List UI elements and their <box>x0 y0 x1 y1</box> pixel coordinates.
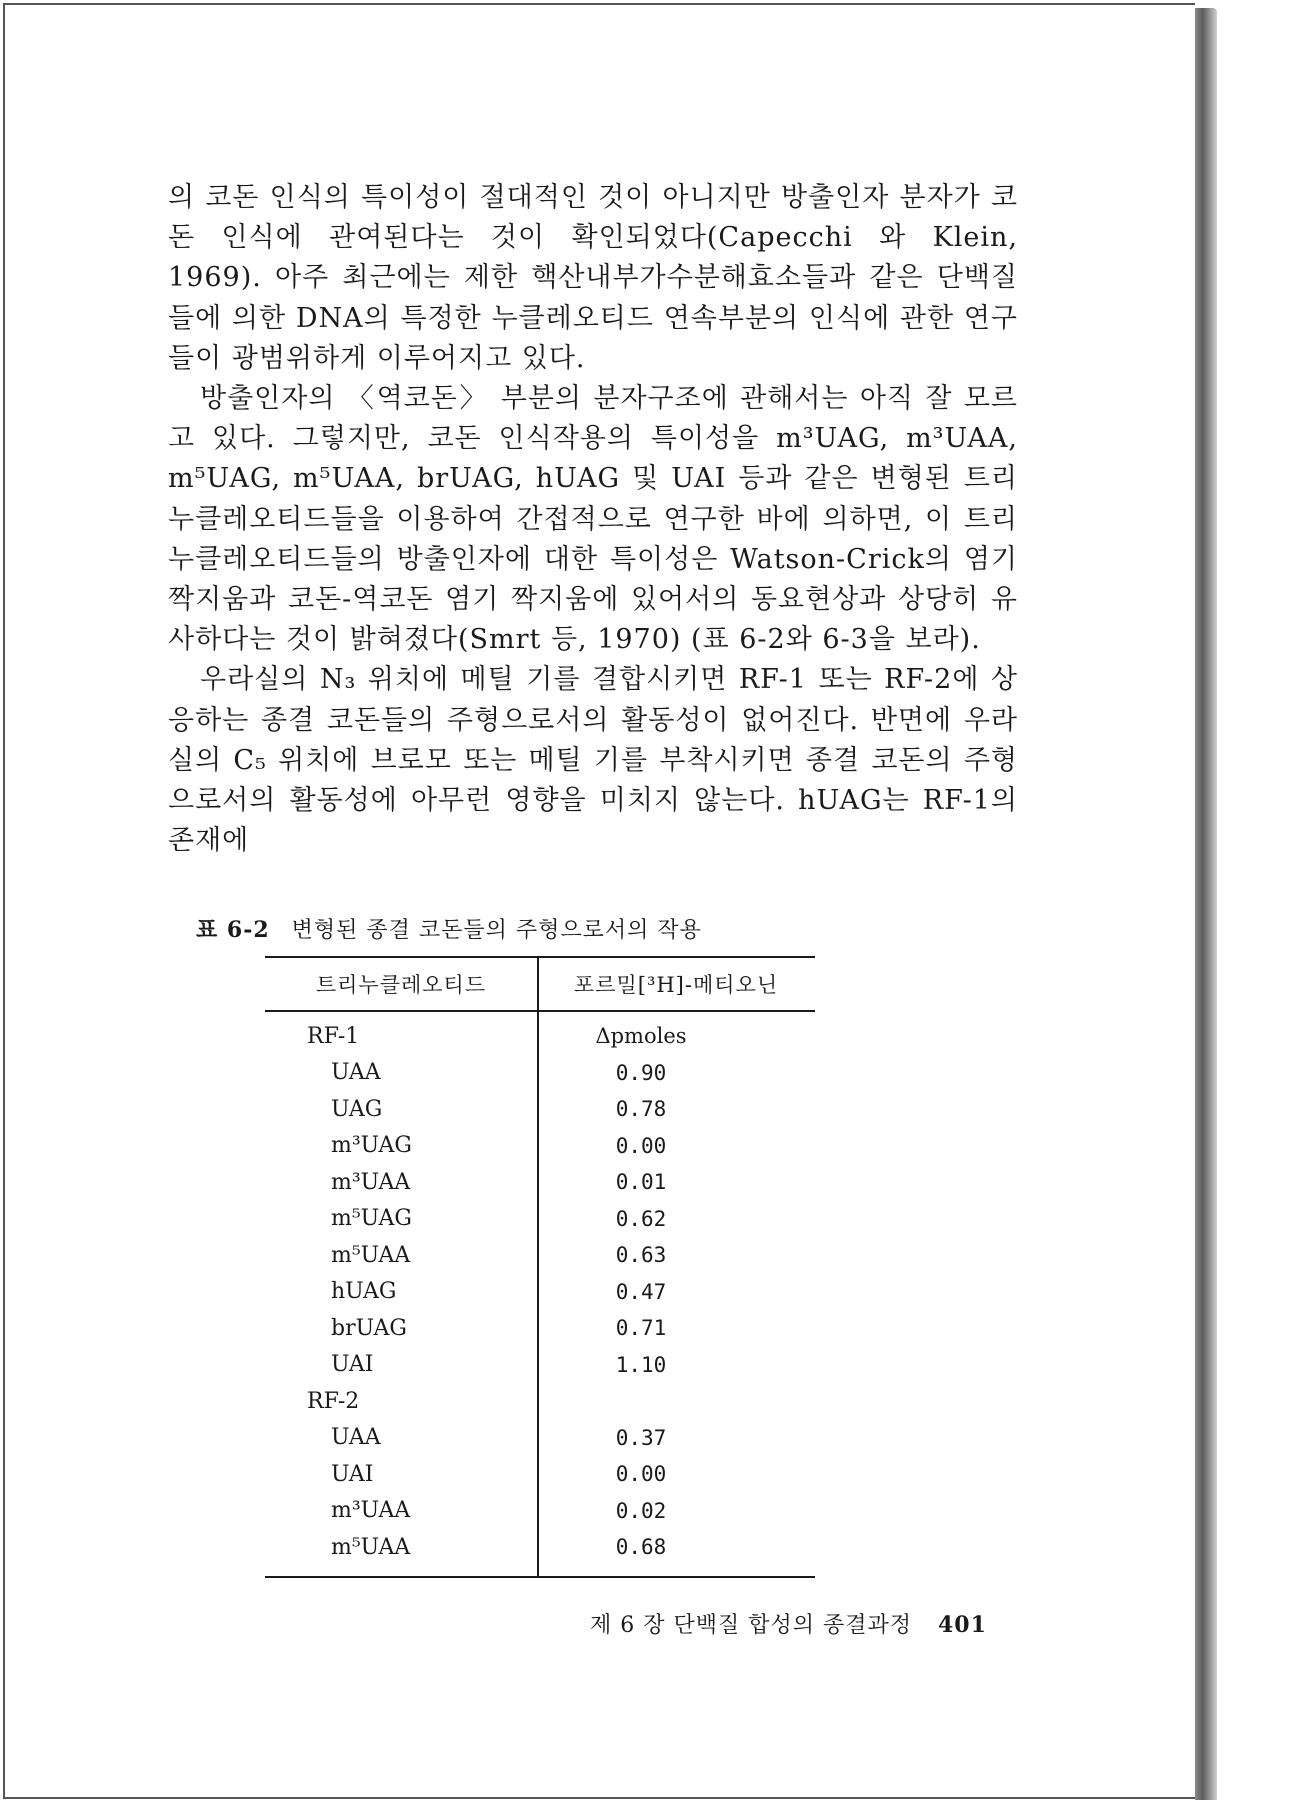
table-row <box>265 1456 815 1493</box>
table-cell-value: 1.10 <box>615 1352 667 1377</box>
table-cell-value: 0.37 <box>615 1425 667 1450</box>
table-cell-trinucleotide: m⁵UAG <box>331 1206 413 1232</box>
table-cell-trinucleotide: UAI <box>331 1461 374 1487</box>
table-cell-value: 0.63 <box>615 1243 667 1268</box>
table-row <box>265 1055 815 1092</box>
paragraph-2: 방출인자의 〈역코돈〉 부분의 분자구조에 관해서는 아직 잘 모르고 있다. 그렇지만, 코돈 인식작용의 특이성을 m³UAG, m³UAA, m⁵UAG, m⁵UAA, brUAG, hUAG 및 UAI 등과 같은 변형된 트리누클레오티드들을 이용하여 간접적으로 연구한 바에 의하면, 이 트리누클레오티드들의 방출인자에 대한 특이성은 Watson-Crick의 염기 짝지움과 코돈-역코돈 염기 짝지움에 있어서의 동요현상과 상당히 유사하다는 것이 밝혀졌다(Smrt 등, 1970) (표 6-2와 6-3을 보라). <box>168 383 1018 656</box>
table-unit-label: Δpmoles <box>595 1024 687 1049</box>
table-group-row <box>265 1018 815 1055</box>
table-header-trinucleotide: 트리누클레오티드 <box>315 973 487 997</box>
table-row <box>265 1347 815 1384</box>
table-cell-trinucleotide: brUAG <box>331 1315 407 1341</box>
data-table <box>265 956 815 1578</box>
table-header-row <box>265 958 815 1012</box>
table-row <box>265 1310 815 1347</box>
table-group-label: RF-2 <box>307 1388 360 1414</box>
table-cell-trinucleotide: UAG <box>331 1096 383 1122</box>
table-cell-trinucleotide: m³UAA <box>331 1169 411 1195</box>
table-group-label: RF-1 <box>307 1023 360 1049</box>
paragraph-1: 의 코돈 인식의 특이성이 절대적인 것이 아니지만 방출인자 분자가 코돈 인식에 관여된다는 것이 확인되었다(Capecchi 와 Klein, 1969). 아주 최근에는 제한 핵산내부가수분해효소들과 같은 단백질들에 의한 DNA의 특정한 누클레오티드 연속부분의 인식에 관한 연구들이 광범위하게 이루어지고 있다. <box>168 182 1018 374</box>
page-edge <box>1195 8 1217 1800</box>
table-cell-value: 0.71 <box>615 1316 667 1341</box>
table-bottom-rule <box>265 1576 815 1578</box>
table-wrap <box>265 956 815 1578</box>
table-row <box>265 1091 815 1128</box>
table-row <box>265 1201 815 1238</box>
table-cell-value: 0.01 <box>615 1170 667 1195</box>
table-row <box>265 1128 815 1165</box>
table-row <box>265 1274 815 1311</box>
table-cell-value: 0.00 <box>615 1133 667 1158</box>
table-cell-trinucleotide: m⁵UAA <box>331 1242 411 1268</box>
table-cell-trinucleotide: hUAG <box>331 1279 397 1305</box>
table-body <box>265 1012 815 1576</box>
table-caption <box>196 913 702 944</box>
table-cell-trinucleotide: UAA <box>331 1060 381 1086</box>
table-caption-title: 변형된 종결 코돈들의 주형으로서의 작용 <box>291 918 702 943</box>
table-cell-trinucleotide: UAI <box>331 1352 374 1378</box>
table-group-row <box>265 1383 815 1420</box>
table-cell-trinucleotide: UAA <box>331 1425 381 1451</box>
table-cell-value: 0.00 <box>615 1462 667 1487</box>
table-cell-trinucleotide: m⁵UAA <box>331 1534 411 1560</box>
table-cell-value: 0.62 <box>615 1206 667 1231</box>
table-row <box>265 1237 815 1274</box>
table-cell-value: 0.02 <box>615 1498 667 1523</box>
footer-chapter-title: 제 6 장 단백질 합성의 종결과정 <box>590 1613 912 1638</box>
table-cell-value: 0.47 <box>615 1279 667 1304</box>
table-row <box>265 1493 815 1530</box>
paragraph-3: 우라실의 N₃ 위치에 메틸 기를 결합시키면 RF-1 또는 RF-2에 상응하는 종결 코돈들의 주형으로서의 활동성이 없어진다. 반면에 우라실의 C₅ 위치에 브로모 또는 메틸 기를 부착시키면 종결 코돈의 주형으로서의 활동성에 아무런 영향을 미치지 않는다. hUAG는 RF-1의 존재에 <box>168 664 1018 857</box>
table-header-formyl-methionine: 포르밀[³H]-메티오닌 <box>573 973 779 997</box>
table-cell-trinucleotide: m³UAG <box>331 1133 413 1159</box>
table-row <box>265 1420 815 1457</box>
table-row <box>265 1529 815 1566</box>
table-cell-trinucleotide: m³UAA <box>331 1498 411 1524</box>
table-cell-value: 0.78 <box>615 1097 667 1122</box>
body-text <box>168 178 1018 861</box>
table-cell-value: 0.90 <box>615 1060 667 1085</box>
page-number: 401 <box>938 1612 987 1638</box>
table-cell-value: 0.68 <box>615 1535 667 1560</box>
table-caption-number: 표 6-2 <box>196 917 270 943</box>
table-row <box>265 1164 815 1201</box>
running-footer <box>590 1608 987 1639</box>
